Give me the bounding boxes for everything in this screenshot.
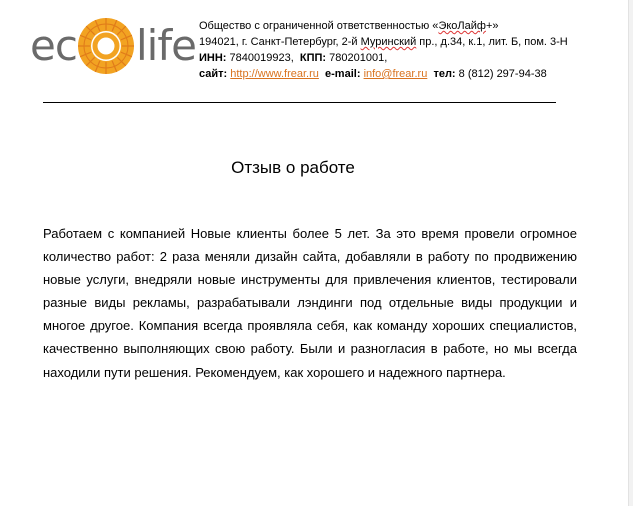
logo-text-left: ec — [30, 21, 77, 70]
phone-value: 8 (812) 297-94-38 — [458, 68, 547, 80]
site-label: сайт: — [199, 68, 228, 80]
document-title: Отзыв о работе — [231, 158, 355, 177]
company-requisites — [199, 18, 568, 82]
ecolife-logo — [30, 14, 196, 78]
email-label: e-mail: — [325, 68, 361, 80]
page-edge — [628, 0, 633, 506]
inn-label: ИНН: — [199, 52, 227, 64]
kpp-label: КПП: — [299, 52, 327, 64]
document-body: Работаем с компанией Новые клиенты более 5 лет. За это время провели огромное количество работ: 2 раза меняли дизайн сайта, добавляли в работу по продвижению новые услуги, внедряли новые инструменты для привлечения клиентов, тестировали разные виды рекламы, разрабатывали лэндинги под отдельные виды продукции и многое другое. Компания всегда проявляла себя, как команду хороших специалистов, качественно выполняющих свою работу. Были и разногласия в работе, но мы всегда находили пути решения. Рекомендуем, как хорошего и надежного партнера. — [43, 226, 577, 380]
company-name: ЭкоЛайф — [438, 20, 486, 32]
site-link[interactable]: http://www.frear.ru — [230, 68, 319, 80]
header-divider — [43, 102, 556, 103]
company-name-line: Общество с ограниченной ответственностью «ЭкоЛайф+» — [199, 20, 499, 32]
address-line: 194021, г. Санкт-Петербург, 2-й Муринский пр., д.34, к.1, лит. Б, пом. 3-Н — [199, 36, 568, 48]
phone-label: тел: — [433, 68, 456, 80]
contacts-line — [199, 66, 568, 82]
sun-emblem-icon — [78, 18, 134, 74]
inn-value: 7840019923, — [229, 52, 294, 64]
email-link[interactable]: info@frear.ru — [363, 68, 428, 80]
inn-kpp-line — [199, 50, 568, 66]
logo-text-right: life — [136, 21, 196, 70]
kpp-value: 780201001, — [329, 52, 388, 64]
